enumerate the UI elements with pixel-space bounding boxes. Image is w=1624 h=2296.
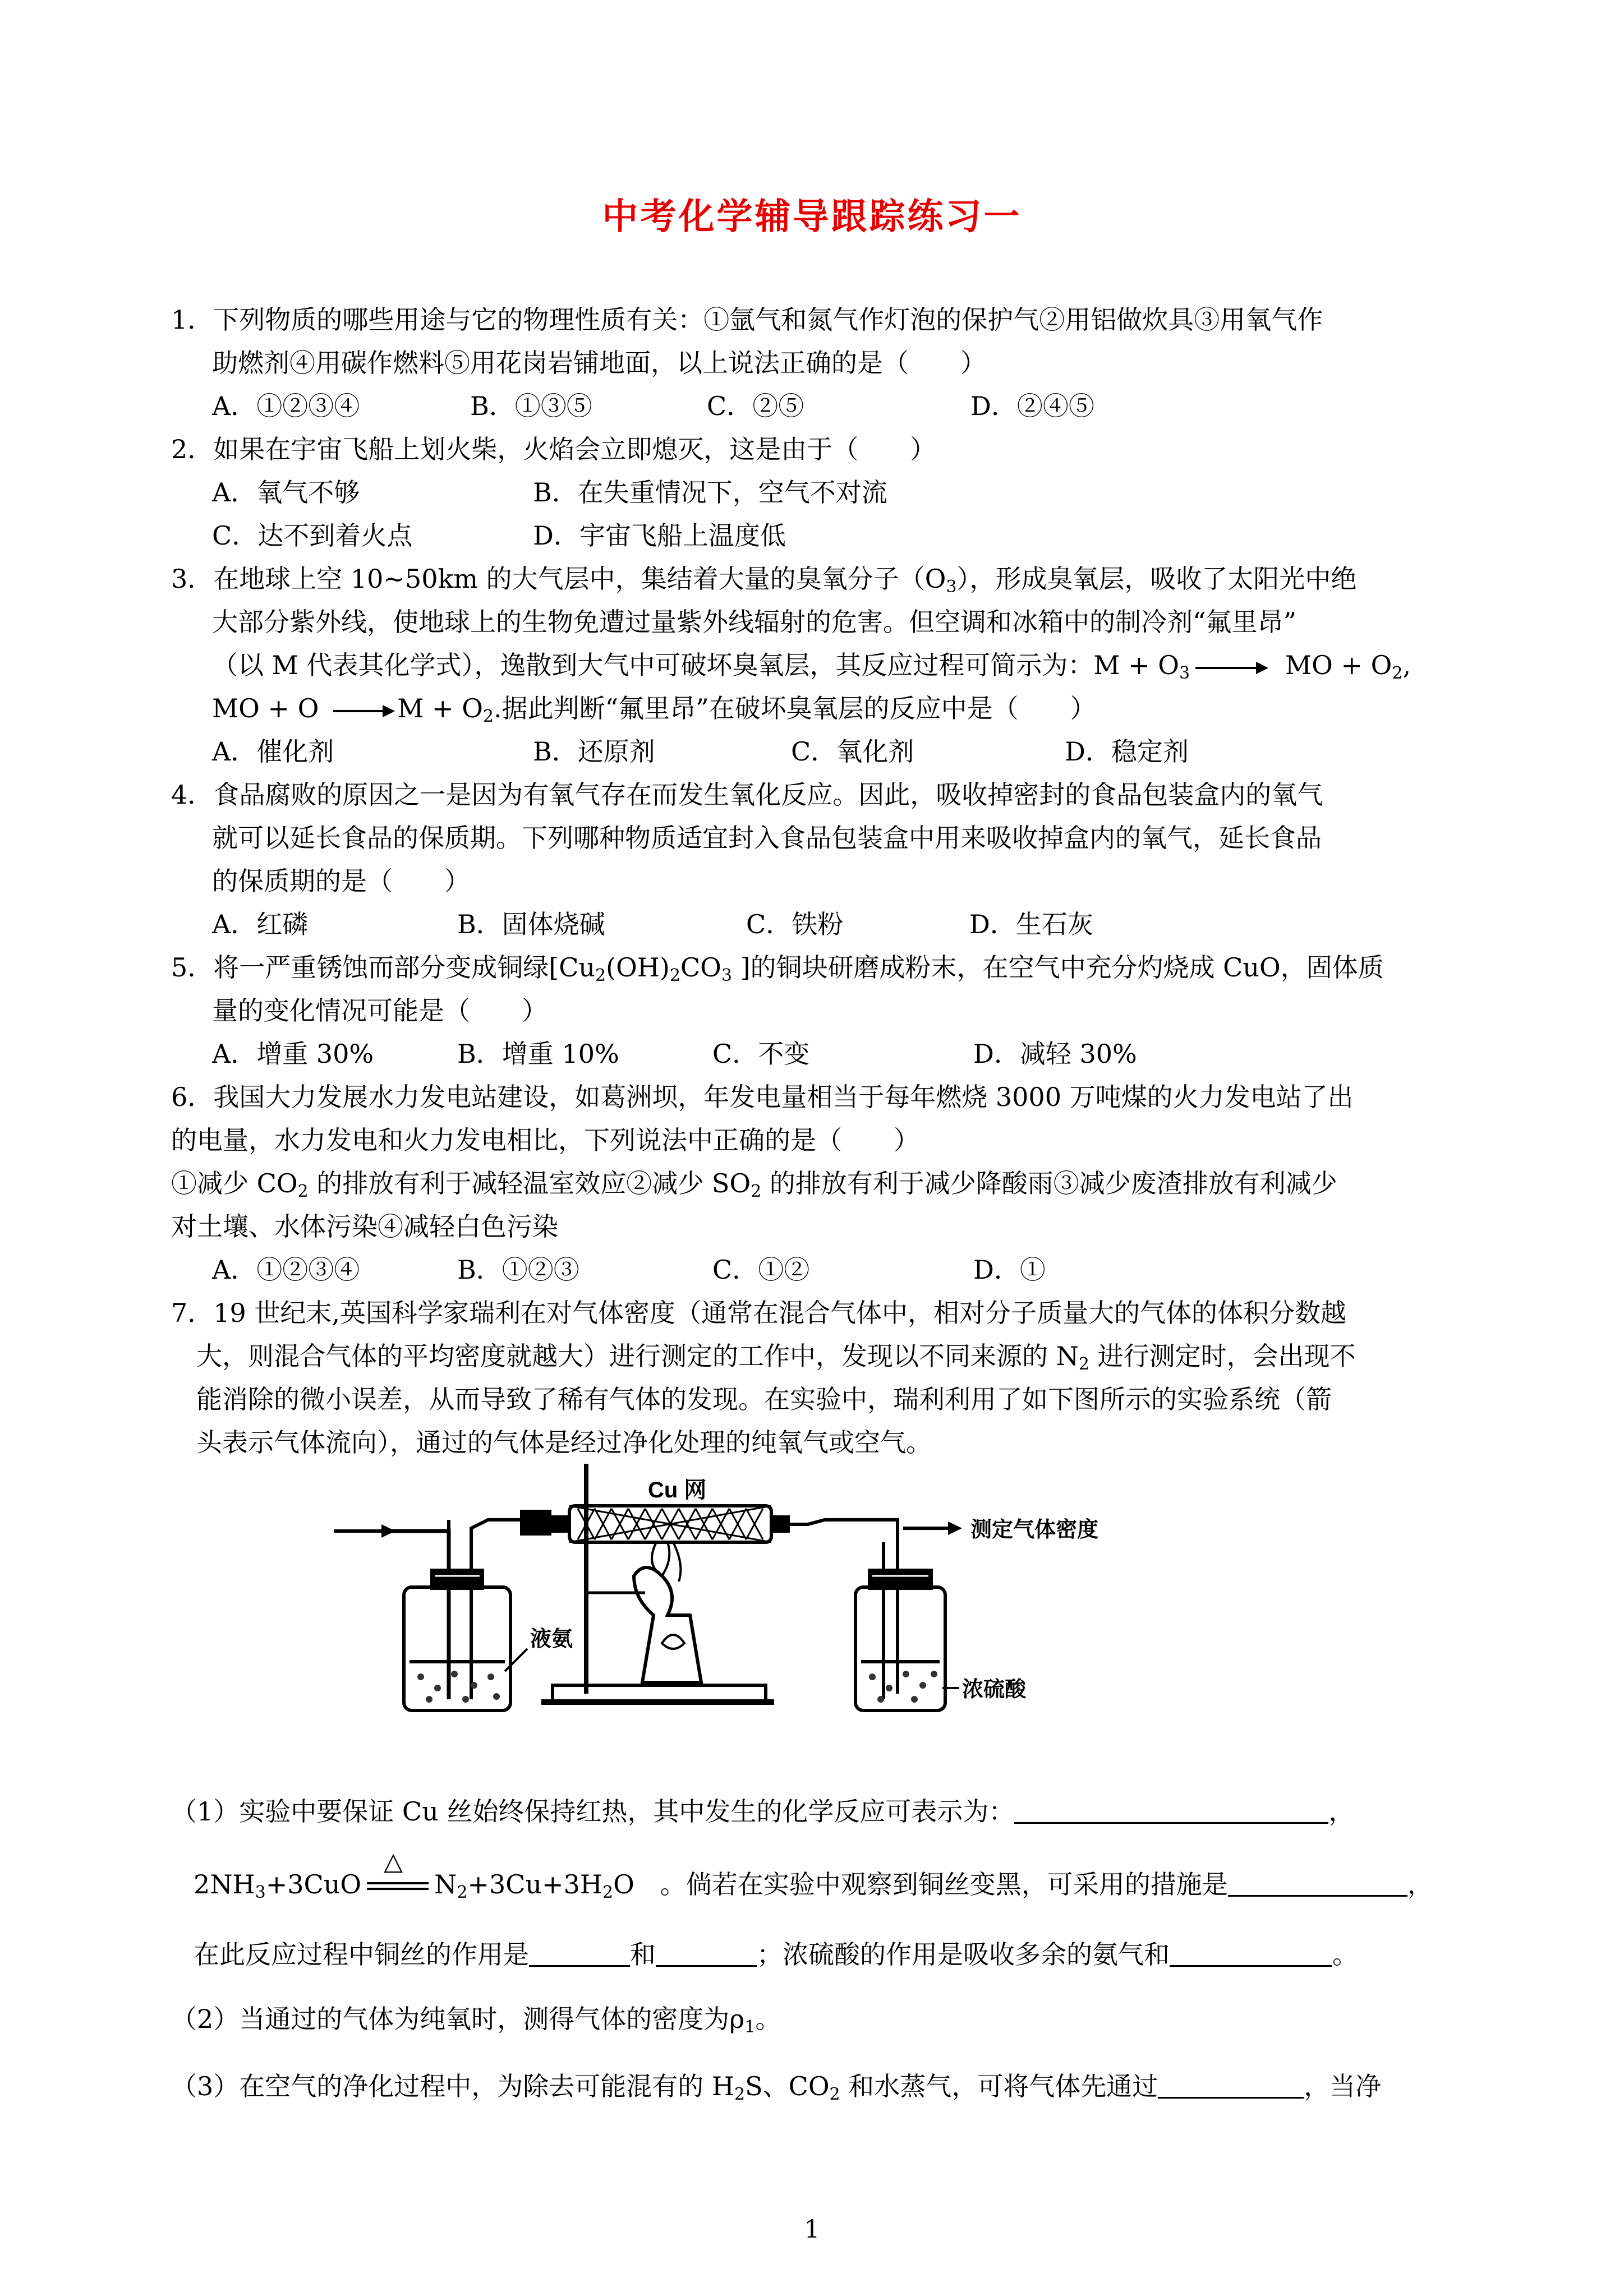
q4-option-a: A．红磷	[212, 909, 309, 939]
q1-option-d: D．②④⑤	[970, 391, 1094, 421]
q5-option-d: D．减轻 30%	[973, 1039, 1137, 1069]
answer-blank[interactable]	[1158, 2072, 1304, 2099]
q1-line-1: 1．下列物质的哪些用途与它的物理性质有关：①氩气和氮气作灯泡的保护气②用铝做炊具③用氧气作	[171, 305, 1323, 335]
q5-option-a: A．增重 30%	[212, 1039, 374, 1069]
q6-line-1: 6．我国大力发展水力发电站建设，如葛洲坝，年发电量相当于每年燃烧 3000 万吨煤的火力发电站了出	[171, 1082, 1354, 1112]
answer-blank[interactable]	[529, 1940, 630, 1967]
q4-line-1: 4．食品腐败的原因之一是因为有氧气存在而发生氧化反应。因此，吸收掉密封的食品包装盒内的氧气	[171, 780, 1323, 810]
q7-line-1: 7．19 世纪末,英国科学家瑞利在对气体密度（通常在混合气体中，相对分子质量大的气体的体积分数越	[171, 1298, 1347, 1328]
q6-option-b: B．①②③	[457, 1255, 579, 1285]
q6-line-3: ①减少 $CO_2$ 的排放有利于减轻温室效应②减少 $SO_2$ 的排放有利于减少降酸雨③减少废渣排放有利减少	[171, 1168, 1337, 1201]
q2-option-b: B．在失重情况下，空气不对流	[533, 477, 887, 508]
page-number: 1	[804, 2215, 820, 2244]
q6-line-4: 对土壤、水体污染④减轻白色污染	[171, 1211, 558, 1242]
q1-option-c: C．②⑤	[707, 391, 804, 421]
q5-line-1: 5．将一严重锈蚀而部分变成铜绿[$Cu_2(OH)_2CO_3$ ]的铜块研磨成粉末，在空气中充分灼烧成 CuO，固体质	[171, 952, 1384, 985]
q3-option-c: C．氧化剂	[791, 736, 914, 767]
page-title: 中考化学辅导跟踪练习一	[602, 196, 1022, 238]
q3-option-a: A．催化剂	[212, 736, 334, 767]
q7-line-3: 能消除的微小误差，从而导致了稀有气体的发现。在实验中，瑞利利用了如下图所示的实验系统（箭	[196, 1384, 1332, 1414]
q4-option-d: D．生石灰	[969, 909, 1093, 939]
q3-option-b: B．还原剂	[533, 736, 655, 767]
label-density: 测定气体密度	[970, 1518, 1099, 1542]
sub1-line-3: 在此反应过程中铜丝的作用是 和 ；浓硫酸的作用是吸收多余的氨气和 。	[194, 1939, 1358, 1970]
q5-option-c: C．不变	[712, 1039, 810, 1069]
q2-option-c: C．达不到着火点	[212, 520, 413, 551]
q6-option-d: D．①	[973, 1255, 1046, 1285]
q1-option-a: A．①②③④	[212, 391, 360, 421]
q3-line-1: 3．在地球上空 10~50km 的大气层中，集结着大量的臭氧分子$(O_3)$，形成臭氧层，吸收了太阳光中绝	[171, 564, 1357, 597]
sub3-line: （3）在空气的净化过程中，为除去可能混有的 $H_2S$、$CO_2$ 和水蒸气，可将气体先通过 ，当净	[171, 2071, 1382, 2104]
q2-option-d: D．宇宙飞船上温度低	[533, 520, 786, 551]
q3-line-3: （以 M 代表其化学式），逸散到大气中可破坏臭氧层，其反应过程可简示为：$M + O_3$ MO + $O_2$,	[212, 650, 1411, 683]
q5-line-2: 量的变化情况可能是（ ）	[212, 995, 548, 1026]
reaction-arrow-icon	[1195, 662, 1268, 673]
label-acid: 浓硫酸	[962, 1678, 1027, 1702]
q4-option-c: C．铁粉	[746, 909, 844, 939]
q6-line-2: 的电量，水力发电和火力发电相比，下列说法中正确的是（ ）	[171, 1125, 919, 1155]
q3-line-4: MO + O $M + O_2$.据此判断“氟里昂”在破坏臭氧层的反应中是（ ）	[212, 693, 1096, 726]
apparatus-diagram	[331, 1458, 1099, 1716]
q4-line-3: 的保质期的是（ ）	[212, 866, 470, 896]
q1-option-b: B．①③⑤	[470, 391, 592, 421]
q2-line-1: 2．如果在宇宙飞船上划火柴，火焰会立即熄灭，这是由于（ ）	[171, 434, 936, 464]
answer-blank[interactable]	[1228, 1870, 1407, 1897]
q1-line-2: 助燃剂④用碳作燃料⑤用花岗岩铺地面，以上说法正确的是（ ）	[212, 348, 986, 378]
right-bottle	[855, 1587, 945, 1711]
sub1-line-1: （1）实验中要保证 Cu 丝始终保持红热，其中发生的化学反应可表示为： ，	[171, 1796, 1355, 1827]
burner	[634, 1567, 701, 1682]
q7-line-4: 头表示气体流向），通过的气体是经过净化处理的纯氧气或空气。	[196, 1427, 932, 1458]
left-bottle	[404, 1587, 510, 1711]
q4-option-b: B．固体烧碱	[457, 909, 605, 939]
sub1-line-2: $2NH_3+3CuO$ △ $N_2+3Cu+3H_2O$ 。倘若在实验中观察到铜丝变黑，可采用的措施是 ，	[194, 1847, 1433, 1902]
q6-option-c: C．①②	[712, 1255, 810, 1285]
q7-line-2: 大，则混合气体的平均密度就越大）进行测定的工作中，发现以不同来源的 $N_2$ 进行测定时，会出现不	[196, 1341, 1356, 1374]
q3-line-2: 大部分紫外线，使地球上的生物免遭过量紫外线辐射的危害。但空调和冰箱中的制冷剂“氟里昂”	[212, 607, 1297, 637]
answer-blank[interactable]	[1170, 1940, 1332, 1967]
q5-option-b: B．增重 10%	[457, 1039, 619, 1069]
reaction-arrow-icon	[333, 705, 395, 716]
q4-line-2: 就可以延长食品的保质期。下列哪种物质适宜封入食品包装盒中用来吸收掉盒内的氧气，延长食品	[212, 823, 1322, 853]
label-ammonia: 液氨	[530, 1628, 573, 1651]
answer-blank[interactable]	[656, 1940, 757, 1967]
q2-option-a: A．氧气不够	[212, 477, 360, 508]
q3-option-d: D．稳定剂	[1065, 736, 1189, 767]
heat-condition-icon: △	[361, 1870, 434, 1903]
q6-option-a: A．①②③④	[212, 1255, 360, 1285]
sub2-line: （2）当通过的气体为纯氧时，测得气体的密度为$\rho_1$。	[171, 2004, 781, 2037]
answer-blank[interactable]	[1014, 1797, 1328, 1824]
label-cu-mesh: Cu 网	[648, 1478, 707, 1502]
